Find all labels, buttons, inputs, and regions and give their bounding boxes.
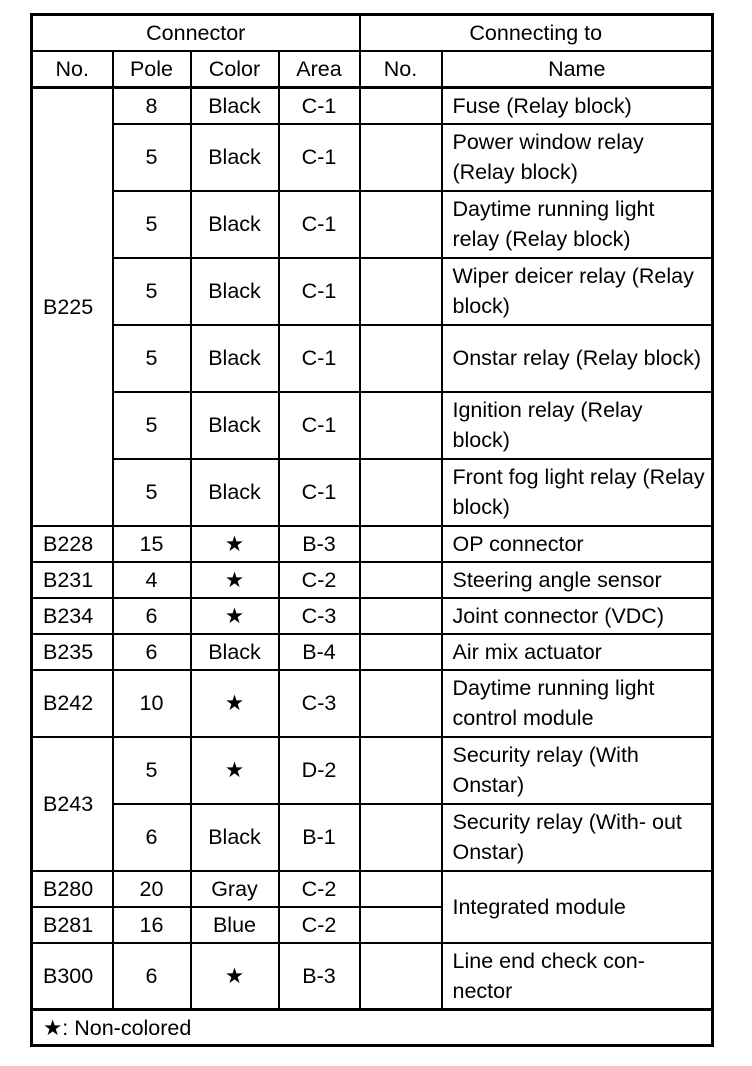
pole-cell: 15 xyxy=(113,526,191,562)
name-cell: Fuse (Relay block) xyxy=(442,88,713,124)
pole-header: Pole xyxy=(113,51,191,88)
name-cell: Onstar relay (Relay block) xyxy=(442,325,713,392)
color-cell: ★ xyxy=(191,526,279,562)
color-cell: ★ xyxy=(191,943,279,1010)
name-cell: Daytime running light control module xyxy=(442,670,713,737)
color-cell: Black xyxy=(191,804,279,871)
pole-cell: 8 xyxy=(113,88,191,124)
area-cell: B-3 xyxy=(279,943,360,1010)
area-cell: C-2 xyxy=(279,562,360,598)
pole-cell: 5 xyxy=(113,737,191,804)
to-no-cell xyxy=(360,598,442,634)
to-no-header: No. xyxy=(360,51,442,88)
color-cell: ★ xyxy=(191,670,279,737)
name-cell: Security relay (With Onstar) xyxy=(442,737,713,804)
name-cell: Front fog light relay (Relay block) xyxy=(442,459,713,526)
area-cell: B-1 xyxy=(279,804,360,871)
table-row xyxy=(32,459,713,526)
table-row xyxy=(32,124,713,191)
pole-cell: 20 xyxy=(113,871,191,907)
name-cell: Line end check con- nector xyxy=(442,943,713,1010)
to-no-cell xyxy=(360,191,442,258)
color-cell: Black xyxy=(191,325,279,392)
area-cell: C-2 xyxy=(279,871,360,907)
connector-no-cell: B242 xyxy=(32,670,113,737)
to-no-cell xyxy=(360,907,442,943)
pole-cell: 6 xyxy=(113,804,191,871)
table-row xyxy=(32,191,713,258)
area-cell: C-1 xyxy=(279,191,360,258)
color-cell: Black xyxy=(191,634,279,670)
table-row xyxy=(32,526,713,562)
pole-cell: 10 xyxy=(113,670,191,737)
color-cell: Black xyxy=(191,258,279,325)
table-row xyxy=(32,871,713,907)
to-no-cell xyxy=(360,392,442,459)
no-header: No. xyxy=(32,51,113,88)
to-no-cell xyxy=(360,325,442,392)
to-no-cell xyxy=(360,459,442,526)
table-row xyxy=(32,598,713,634)
to-no-cell xyxy=(360,943,442,1010)
name-cell: Power window relay (Relay block) xyxy=(442,124,713,191)
area-cell: C-1 xyxy=(279,459,360,526)
to-no-cell xyxy=(360,670,442,737)
to-no-cell xyxy=(360,124,442,191)
connector-no-cell: B300 xyxy=(32,943,113,1010)
pole-cell: 6 xyxy=(113,943,191,1010)
table-row xyxy=(32,258,713,325)
connector-no-cell: B225 xyxy=(32,88,113,526)
connector-no-cell: B234 xyxy=(32,598,113,634)
name-cell: Air mix actuator xyxy=(442,634,713,670)
connector-no-cell: B280 xyxy=(32,871,113,907)
to-no-cell xyxy=(360,804,442,871)
color-cell: Black xyxy=(191,459,279,526)
name-cell: Integrated module xyxy=(442,871,713,943)
connector-table xyxy=(30,13,714,1047)
name-cell: Wiper deicer relay (Relay block) xyxy=(442,258,713,325)
to-no-cell xyxy=(360,737,442,804)
table-row xyxy=(32,562,713,598)
color-cell: ★ xyxy=(191,562,279,598)
name-cell: OP connector xyxy=(442,526,713,562)
pole-cell: 6 xyxy=(113,598,191,634)
area-cell: C-1 xyxy=(279,88,360,124)
pole-cell: 5 xyxy=(113,392,191,459)
table-row xyxy=(32,325,713,392)
area-cell: C-3 xyxy=(279,598,360,634)
area-cell: C-1 xyxy=(279,124,360,191)
table-body xyxy=(32,88,713,1010)
area-cell: C-2 xyxy=(279,907,360,943)
table-row xyxy=(32,634,713,670)
pole-cell: 5 xyxy=(113,124,191,191)
area-cell: B-3 xyxy=(279,526,360,562)
area-cell: C-1 xyxy=(279,325,360,392)
table-row xyxy=(32,88,713,124)
to-no-cell xyxy=(360,871,442,907)
name-header: Name xyxy=(442,51,713,88)
pole-cell: 5 xyxy=(113,258,191,325)
color-cell: Blue xyxy=(191,907,279,943)
name-cell: Ignition relay (Relay block) xyxy=(442,392,713,459)
color-cell: Black xyxy=(191,191,279,258)
area-cell: C-3 xyxy=(279,670,360,737)
name-cell: Security relay (With- out Onstar) xyxy=(442,804,713,871)
to-no-cell xyxy=(360,526,442,562)
pole-cell: 5 xyxy=(113,325,191,392)
connector-no-cell: B228 xyxy=(32,526,113,562)
color-cell: ★ xyxy=(191,737,279,804)
table-row xyxy=(32,670,713,737)
color-cell: ★ xyxy=(191,598,279,634)
area-cell: C-1 xyxy=(279,258,360,325)
area-cell: B-4 xyxy=(279,634,360,670)
table-row xyxy=(32,737,713,804)
to-no-cell xyxy=(360,634,442,670)
name-cell: Joint connector (VDC) xyxy=(442,598,713,634)
pole-cell: 6 xyxy=(113,634,191,670)
table-row xyxy=(32,943,713,1010)
area-cell: C-1 xyxy=(279,392,360,459)
name-cell: Steering angle sensor xyxy=(442,562,713,598)
footnote: ★: Non-colored xyxy=(32,1010,713,1046)
color-cell: Black xyxy=(191,124,279,191)
color-cell: Black xyxy=(191,88,279,124)
connector-no-cell: B281 xyxy=(32,907,113,943)
pole-cell: 4 xyxy=(113,562,191,598)
connector-no-cell: B231 xyxy=(32,562,113,598)
pole-cell: 16 xyxy=(113,907,191,943)
color-cell: Black xyxy=(191,392,279,459)
pole-cell: 5 xyxy=(113,191,191,258)
color-cell: Gray xyxy=(191,871,279,907)
area-cell: D-2 xyxy=(279,737,360,804)
to-no-cell xyxy=(360,258,442,325)
to-no-cell xyxy=(360,88,442,124)
area-header: Area xyxy=(279,51,360,88)
connector-no-cell: B243 xyxy=(32,737,113,871)
to-no-cell xyxy=(360,562,442,598)
name-cell: Daytime running light relay (Relay block) xyxy=(442,191,713,258)
pole-cell: 5 xyxy=(113,459,191,526)
connector-no-cell: B235 xyxy=(32,634,113,670)
table-row xyxy=(32,804,713,871)
color-header: Color xyxy=(191,51,279,88)
connecting-to-header: Connecting to xyxy=(360,15,713,51)
connector-header: Connector xyxy=(32,15,360,51)
table-row xyxy=(32,392,713,459)
